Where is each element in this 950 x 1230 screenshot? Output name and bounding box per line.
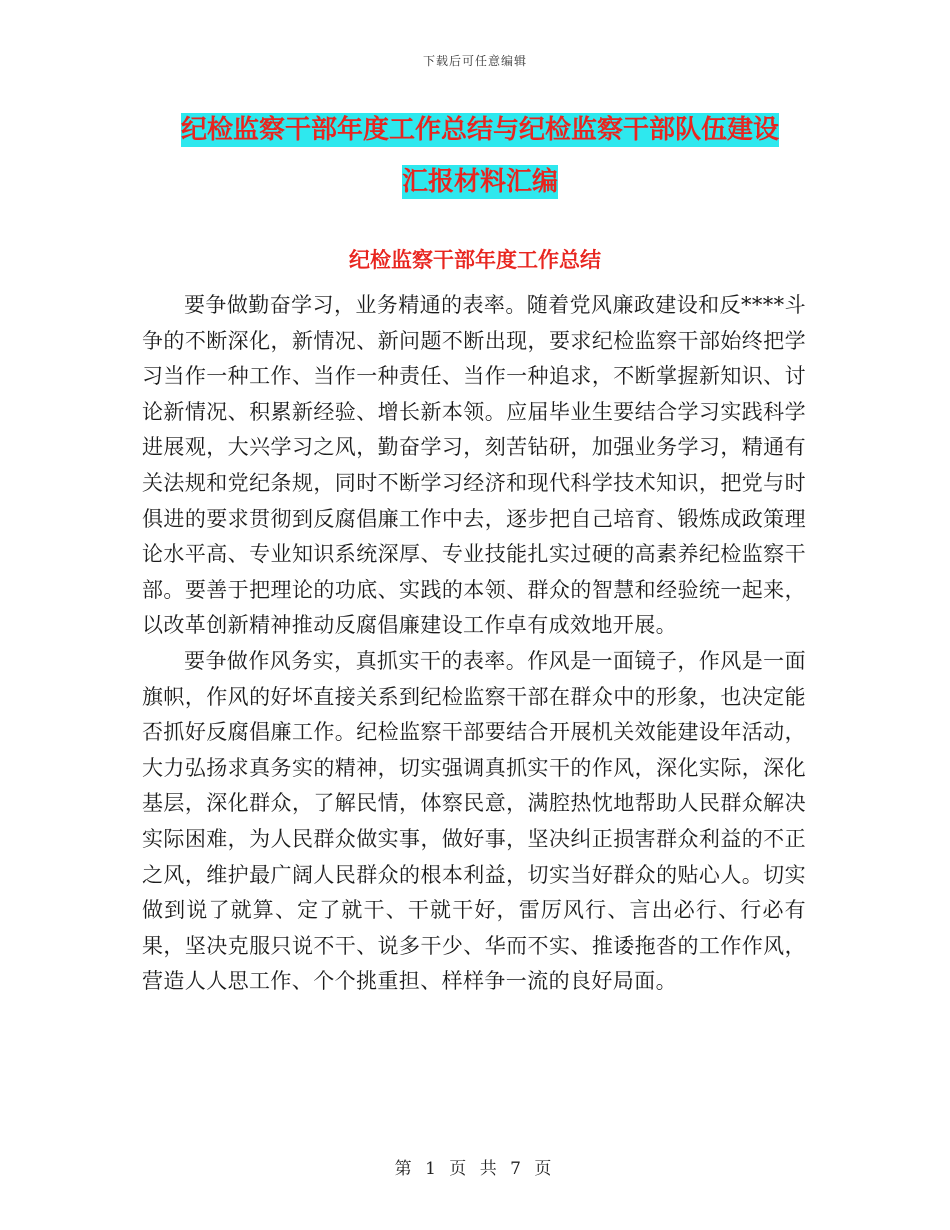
page-header-note: 下载后可任意编辑 bbox=[422, 54, 527, 68]
document-title-line2: 汇报材料汇编 bbox=[401, 167, 558, 197]
document-title-line1: 纪检监察干部年度工作总结与纪检监察干部队伍建设 bbox=[180, 115, 779, 145]
paragraph-2: 要争做作风务实，真抓实干的表率。作风是一面镜子，作风是一面旗帜，作风的好坏直接关系到纪检监察干部在群众中的形象，也决定能否抓好反腐倡廉工作。纪检监察干部要结合开展机关效能建设年活动，大力弘扬求真务实的精神，切实强调真抓实干的作风，深化实际，深化基层，深化群众，了解民情，体察民意，满腔热忱地帮助人民群众解决实际困难，为人民群众做实事，做好事，坚决纠正损害群众利益的不正之风，维护最广阔人民群众的根本利益，切实当好群众的贴心人。切实做到说了就算、定了就干、干就干好，雷厉风行、言出必行、行必有果，坚决克服只说不干、说多干少、华而不实、推诿拖沓的工作作风，营造人人思工作、个个挑重担、样样争一流的良好局面。 bbox=[142, 648, 806, 994]
page-number-footer: 第 1 页 共 7 页 bbox=[394, 1159, 556, 1179]
document-body bbox=[142, 288, 806, 1000]
section-title: 纪检监察干部年度工作总结 bbox=[349, 248, 601, 272]
paragraph-1: 要争做勤奋学习，业务精通的表率。随着党风廉政建设和反****斗争的不断深化，新情况、新问题不断出现，要求纪检监察干部始终把学习当作一种工作、当作一种责任、当作一种追求，不断掌握新知识、讨论新情况、积累新经验、增长新本领。应届毕业生要结合学习实践科学进展观，大兴学习之风，勤奋学习，刻苦钻研，加强业务学习，精通有关法规和党纪条规，同时不断学习经济和现代科学技术知识，把党与时俱进的要求贯彻到反腐倡廉工作中去，逐步把自己培育、锻炼成政策理论水平高、专业知识系统深厚、专业技能扎实过硬的高素养纪检监察干部。要善于把理论的功底、实践的本领、群众的智慧和经验统一起来，以改革创新精神推动反腐倡廉建设工作卓有成效地开展。 bbox=[142, 293, 806, 638]
document-title bbox=[140, 104, 820, 208]
